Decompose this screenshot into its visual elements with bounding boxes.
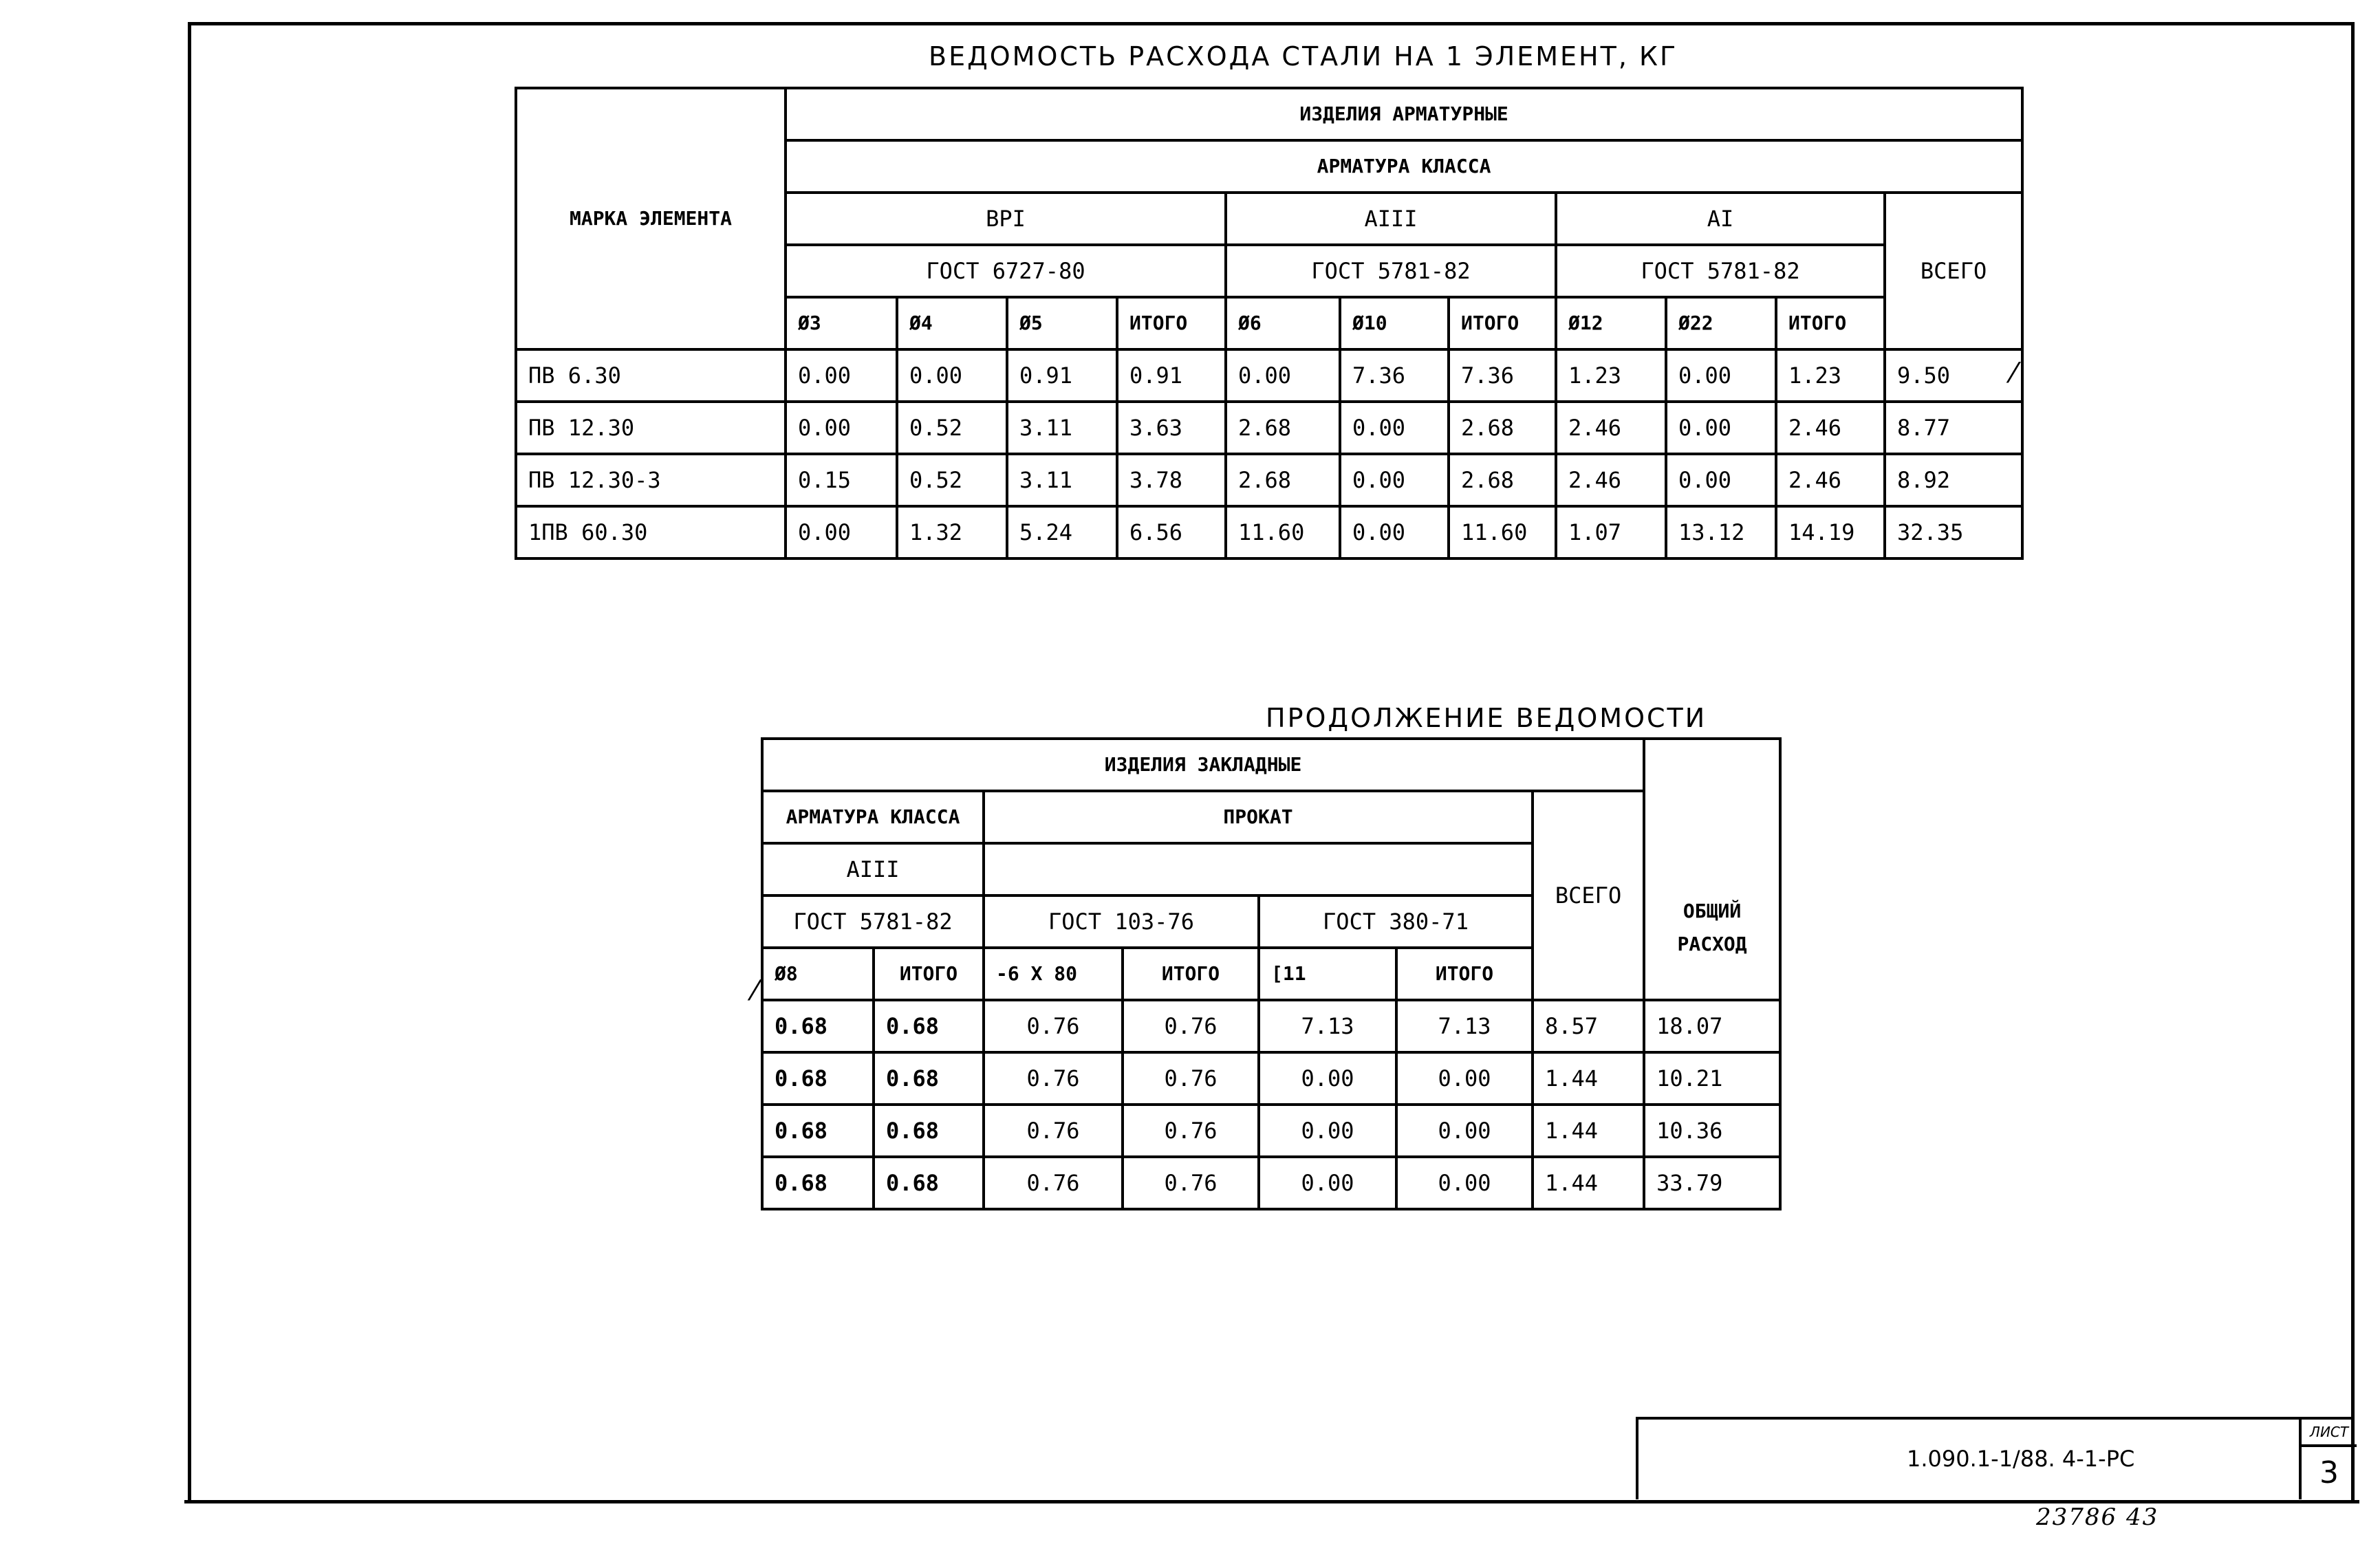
table-cell: 0.00: [1226, 349, 1340, 402]
table-cell: 0.00: [1396, 1157, 1533, 1209]
table-cell: 0.52: [897, 454, 1007, 506]
table-cell: 0.00: [1396, 1052, 1533, 1105]
table-cell: 0.00: [1259, 1105, 1396, 1157]
document-code: 1.090.1-1/88. 4-1-РС: [1907, 1446, 2135, 1472]
column-header: Ø3: [786, 297, 897, 349]
sheet-label: ЛИСТ: [2302, 1420, 2357, 1447]
table-cell: 0.76: [1123, 1000, 1259, 1052]
table-cell: 0.00: [1396, 1105, 1533, 1157]
table-cell: 7.13: [1259, 1000, 1396, 1052]
column-header: Ø5: [1007, 297, 1117, 349]
table-cell: 0.76: [1123, 1105, 1259, 1157]
header-aiii: АIII: [1226, 193, 1556, 245]
table-cell: 9.50: [1885, 349, 2022, 402]
table-cell: 0.68: [874, 1157, 984, 1209]
header-overall-line1: ОБЩИЙ: [1683, 900, 1742, 922]
table-cell: 0.00: [786, 506, 897, 558]
sheet-number: 3: [2319, 1455, 2339, 1490]
element-mark: ПВ 12.30-3: [516, 454, 786, 506]
element-mark: 1ПВ 60.30: [516, 506, 786, 558]
table-cell: 0.00: [1666, 349, 1776, 402]
column-header: -6 X 80: [984, 948, 1123, 1000]
table-cell: 0.68: [874, 1052, 984, 1105]
header-overall: [1644, 739, 1780, 1000]
column-header: ИТОГО: [1776, 297, 1885, 349]
table-cell: 2.46: [1776, 454, 1885, 506]
table-cell: 2.46: [1556, 402, 1666, 454]
header-gost-bpi: ГОСТ 6727-80: [786, 245, 1226, 297]
table-cell: 0.68: [874, 1105, 984, 1157]
table-cell: 10.21: [1644, 1052, 1780, 1105]
correction-mark: ⁄: [2011, 358, 2016, 389]
header-products: ИЗДЕЛИЯ АРМАТУРНЫЕ: [786, 88, 2022, 140]
column-header: Ø12: [1556, 297, 1666, 349]
table-cell: 0.76: [1123, 1052, 1259, 1105]
table-cell: 0.68: [762, 1000, 874, 1052]
header-embedded: ИЗДЕЛИЯ ЗАКЛАДНЫЕ: [762, 739, 1644, 791]
table-cell: 0.15: [786, 454, 897, 506]
continuation-title: ПРОДОЛЖЕНИЕ ВЕДОМОСТИ: [1266, 703, 1707, 733]
table-cell: 7.36: [1449, 349, 1556, 402]
table-cell: 10.36: [1644, 1105, 1780, 1157]
continuation-table: [761, 737, 1782, 1210]
table-cell: 18.07: [1644, 1000, 1780, 1052]
table-row: [516, 402, 2022, 454]
table-cell: 11.60: [1226, 506, 1340, 558]
table-cell: 1.23: [1776, 349, 1885, 402]
header-gost-a: ГОСТ 5781-82: [762, 895, 984, 948]
table-cell: 6.56: [1117, 506, 1226, 558]
header-bpi: ВРI: [786, 193, 1226, 245]
table-cell: 0.76: [984, 1052, 1123, 1105]
frame-bottom-line: [184, 1500, 2359, 1503]
table-cell: 0.76: [984, 1000, 1123, 1052]
table-cell: 32.35: [1885, 506, 2022, 558]
table-cell: 0.76: [984, 1157, 1123, 1209]
table-cell: 0.91: [1007, 349, 1117, 402]
table-cell: 3.63: [1117, 402, 1226, 454]
table-cell: 2.46: [1556, 454, 1666, 506]
table-cell: 0.00: [786, 402, 897, 454]
table-cell: 2.68: [1226, 402, 1340, 454]
table-cell: 0.52: [897, 402, 1007, 454]
table-cell: 0.68: [762, 1105, 874, 1157]
table-cell: 0.68: [874, 1000, 984, 1052]
table-cell: 1.44: [1533, 1157, 1644, 1209]
header-class: АРМАТУРА КЛАССА: [762, 791, 984, 843]
header-class: АРМАТУРА КЛАССА: [786, 140, 2022, 193]
header-total: ВСЕГО: [1533, 791, 1644, 1000]
inventory-number: 23786 43: [2036, 1503, 2159, 1531]
header-mark: МАРКА ЭЛЕМЕНТА: [516, 88, 786, 349]
table-cell: 14.19: [1776, 506, 1885, 558]
table-cell: 13.12: [1666, 506, 1776, 558]
header-ai: АI: [1556, 193, 1885, 245]
header-gost-ai: ГОСТ 5781-82: [1556, 245, 1885, 297]
header-overall-line2: РАСХОД: [1677, 933, 1747, 955]
header-gost-c: ГОСТ 380-71: [1259, 895, 1533, 948]
element-mark: ПВ 6.30: [516, 349, 786, 402]
table-row: [516, 349, 2022, 402]
table-cell: 0.00: [786, 349, 897, 402]
column-header: Ø4: [897, 297, 1007, 349]
table-cell: 8.57: [1533, 1000, 1644, 1052]
table-cell: 1.07: [1556, 506, 1666, 558]
column-header: Ø8: [762, 948, 874, 1000]
table-cell: 0.00: [1259, 1052, 1396, 1105]
table-cell: 0.00: [1666, 402, 1776, 454]
table-cell: 0.76: [984, 1105, 1123, 1157]
table-cell: 3.11: [1007, 454, 1117, 506]
header-gost-b: ГОСТ 103-76: [984, 895, 1259, 948]
steel-consumption-table: [515, 87, 2024, 560]
table-cell: 11.60: [1449, 506, 1556, 558]
column-header: Ø6: [1226, 297, 1340, 349]
table-cell: 0.91: [1117, 349, 1226, 402]
table-cell: 2.68: [1226, 454, 1340, 506]
table-cell: 2.68: [1449, 454, 1556, 506]
table-cell: 0.00: [1259, 1157, 1396, 1209]
table-cell: 0.00: [1340, 402, 1449, 454]
table-cell: 8.92: [1885, 454, 2022, 506]
table-cell: 7.36: [1340, 349, 1449, 402]
column-header: ИТОГО: [874, 948, 984, 1000]
column-header: ИТОГО: [1449, 297, 1556, 349]
correction-mark: ⁄: [753, 975, 757, 1007]
column-header: ИТОГО: [1396, 948, 1533, 1000]
table-cell: 5.24: [1007, 506, 1117, 558]
table-cell: 7.13: [1396, 1000, 1533, 1052]
header-gost-aiii: ГОСТ 5781-82: [1226, 245, 1556, 297]
table-cell: 0.00: [1340, 454, 1449, 506]
table-cell: 2.68: [1449, 402, 1556, 454]
table-cell: 2.46: [1776, 402, 1885, 454]
header-rolled-blank: [984, 843, 1533, 895]
table-cell: 1.23: [1556, 349, 1666, 402]
table-row: [762, 1000, 1780, 1052]
table-cell: 0.68: [762, 1052, 874, 1105]
column-header: ИТОГО: [1117, 297, 1226, 349]
column-header: ИТОГО: [1123, 948, 1259, 1000]
table-row: [762, 1105, 1780, 1157]
table-cell: 0.00: [1340, 506, 1449, 558]
table-cell: 0.68: [762, 1157, 874, 1209]
table-row: [762, 1157, 1780, 1209]
table-cell: 0.00: [1666, 454, 1776, 506]
title-block: [1636, 1417, 2351, 1499]
table-cell: 1.44: [1533, 1105, 1644, 1157]
header-total: ВСЕГО: [1885, 193, 2022, 349]
table-cell: 0.76: [1123, 1157, 1259, 1209]
table-cell: 33.79: [1644, 1157, 1780, 1209]
element-mark: ПВ 12.30: [516, 402, 786, 454]
column-header: Ø22: [1666, 297, 1776, 349]
column-header: Ø10: [1340, 297, 1449, 349]
table-row: [516, 506, 2022, 558]
sheet-box: [2299, 1420, 2357, 1499]
table-cell: 3.78: [1117, 454, 1226, 506]
table-cell: 1.44: [1533, 1052, 1644, 1105]
table-cell: 8.77: [1885, 402, 2022, 454]
main-table-title: ВЕДОМОСТЬ РАСХОДА СТАЛИ НА 1 ЭЛЕМЕНТ, КГ: [929, 41, 1678, 72]
table-row: [516, 454, 2022, 506]
table-cell: 0.00: [897, 349, 1007, 402]
column-header: [11: [1259, 948, 1396, 1000]
table-cell: 3.11: [1007, 402, 1117, 454]
table-row: [762, 1052, 1780, 1105]
table-cell: 1.32: [897, 506, 1007, 558]
header-rolled: ПРОКАТ: [984, 791, 1533, 843]
header-aiii: АIII: [762, 843, 984, 895]
